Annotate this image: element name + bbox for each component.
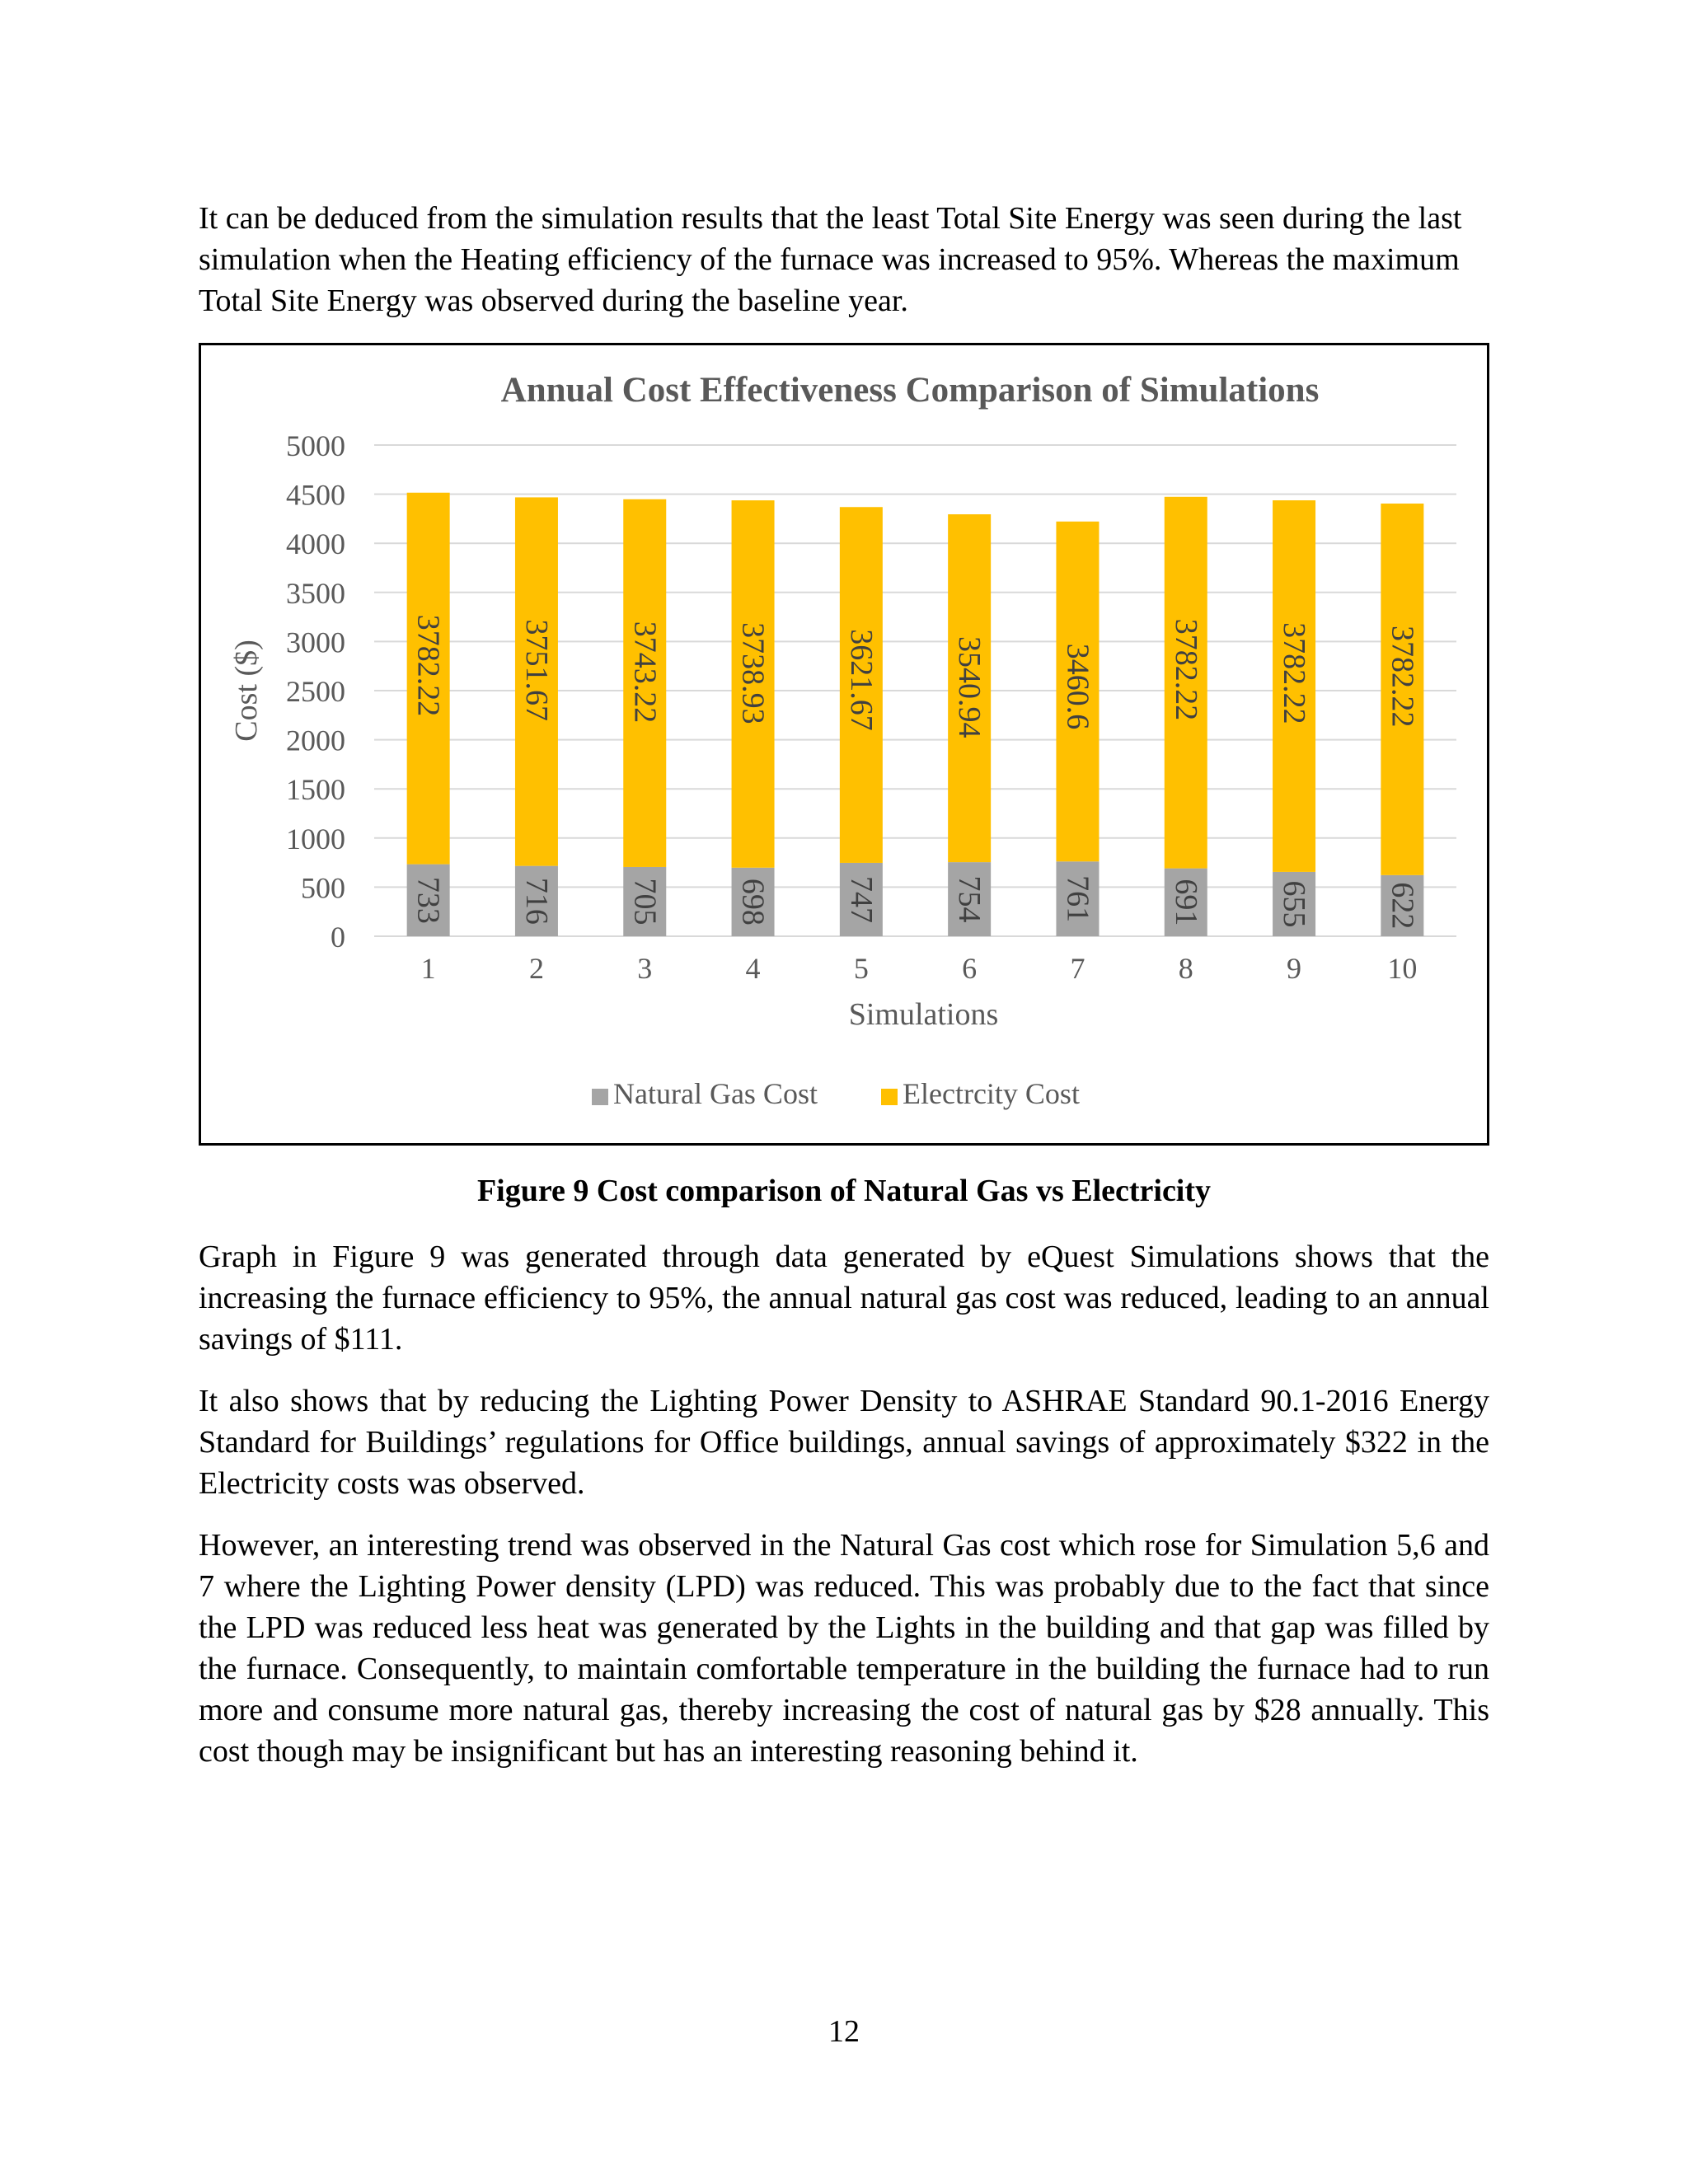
y-tick-label-500: 500 <box>301 871 345 905</box>
cost-comparison-chart <box>201 345 1487 1143</box>
y-tick-label-2000: 2000 <box>286 724 345 757</box>
y-tick-label-4500: 4500 <box>286 478 345 512</box>
x-axis-label: Simulations <box>848 997 999 1032</box>
data-label-natural-gas-1: 733 <box>410 876 446 924</box>
data-label-electricity-1: 3782.22 <box>410 614 446 717</box>
x-tick-label-10: 10 <box>1387 952 1418 985</box>
data-label-electricity-7: 3460.6 <box>1060 643 1095 730</box>
y-tick-label-1000: 1000 <box>286 822 345 855</box>
data-label-electricity-8: 3782.22 <box>1168 618 1203 721</box>
data-label-natural-gas-6: 754 <box>952 875 987 923</box>
y-tick-label-4000: 4000 <box>286 527 345 561</box>
x-tick-label-1: 1 <box>420 952 436 985</box>
data-label-natural-gas-9: 655 <box>1277 880 1312 928</box>
y-tick-label-1500: 1500 <box>286 773 345 807</box>
x-tick-label-6: 6 <box>962 952 978 985</box>
savings-paragraph: Graph in Figure 9 was generated through data generated by eQuest Simulations shows that the increasing the furnace efficiency to 95%, the annual natural gas cost was reduced, leading to an annual savings of $111. <box>199 1240 1489 1357</box>
x-tick-label-9: 9 <box>1287 952 1302 985</box>
y-tick-label-2500: 2500 <box>286 675 345 708</box>
figure-caption: Figure 9 Cost comparison of Natural Gas vs Electricity <box>476 1174 1212 1208</box>
data-label-natural-gas-8: 691 <box>1168 879 1203 926</box>
x-tick-label-8: 8 <box>1178 952 1193 985</box>
data-label-electricity-6: 3540.94 <box>952 636 987 738</box>
legend-swatch-electricity <box>881 1089 898 1105</box>
data-label-natural-gas-2: 716 <box>518 877 554 925</box>
data-label-natural-gas-5: 747 <box>843 875 879 923</box>
data-label-electricity-5: 3621.67 <box>843 629 879 731</box>
trend-paragraph: However, an interesting trend was observed in the Natural Gas cost which rose for Simulation 5,6 and 7 where the Lighting Power density (LPD) was reduced. This was probably due to the fact that since the LPD was reduced less heat was generated by the Lights in the building and that gap was filled by the furnace. Consequently, to maintain comfortable temperature in the building the furnace had to run more and consume more natural gas, thereby increasing the cost of natural gas by $28 annually. This cost though may be insignificant but has an interesting reasoning behind it. <box>199 1528 1489 1769</box>
y-tick-label-5000: 5000 <box>286 429 345 462</box>
data-label-natural-gas-4: 698 <box>735 878 771 926</box>
legend-label-natural-gas: Natural Gas Cost <box>613 1077 818 1110</box>
x-tick-label-2: 2 <box>528 952 544 985</box>
page-number: 12 <box>828 2014 860 2049</box>
legend-swatch-natural-gas <box>592 1089 608 1105</box>
x-tick-label-7: 7 <box>1070 952 1085 985</box>
intro-paragraph: It can be deduced from the simulation results that the least Total Site Energy was seen during the last simulation when the Heating efficiency of the furnace was increased to 95%. Whereas the maximum Total Site Energy was observed during the baseline year. <box>199 201 1462 318</box>
y-tick-label-3000: 3000 <box>286 626 345 659</box>
data-label-electricity-9: 3782.22 <box>1277 622 1312 724</box>
y-tick-label-0: 0 <box>331 921 345 954</box>
lighting-paragraph: It also shows that by reducing the Lighting Power Density to ASHRAE Standard 90.1-2016 Energy Standard for Buildings’ regulations for Office buildings, annual savings of approximately $322 in the Electricity costs was observed. <box>199 1384 1489 1501</box>
data-label-electricity-10: 3782.22 <box>1385 626 1420 728</box>
chart-title: Annual Cost Effectiveness Comparison of Simulations <box>500 371 1320 410</box>
x-tick-label-3: 3 <box>637 952 653 985</box>
data-label-natural-gas-3: 705 <box>627 878 663 926</box>
data-label-electricity-2: 3751.67 <box>518 619 554 721</box>
data-label-natural-gas-7: 761 <box>1060 875 1095 923</box>
y-axis-label: Cost ($) <box>229 640 264 742</box>
y-tick-label-3500: 3500 <box>286 576 345 610</box>
legend-label-electricity: Electrcity Cost <box>903 1077 1080 1110</box>
data-label-natural-gas-10: 622 <box>1385 882 1420 930</box>
x-tick-label-4: 4 <box>745 952 761 985</box>
chart-figure <box>199 343 1489 1146</box>
data-label-electricity-4: 3738.93 <box>735 622 771 724</box>
x-tick-label-5: 5 <box>853 952 869 985</box>
data-label-electricity-3: 3743.22 <box>627 621 663 724</box>
